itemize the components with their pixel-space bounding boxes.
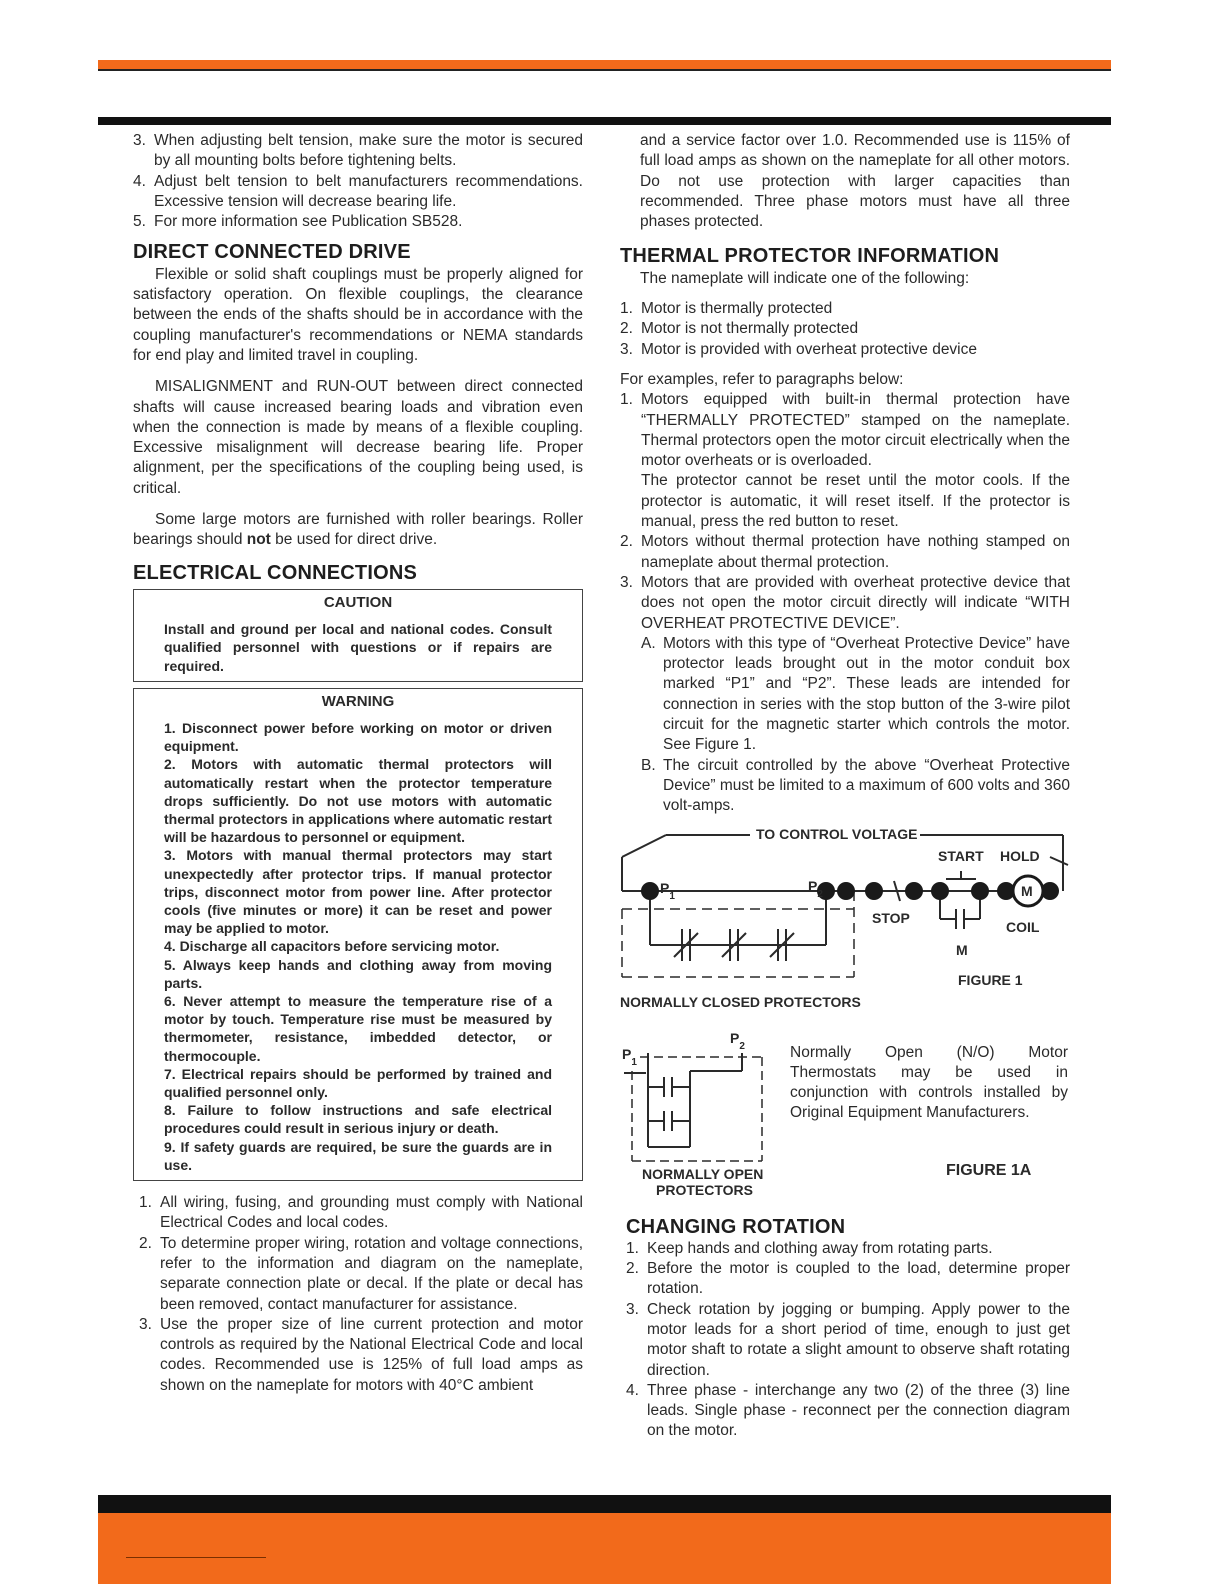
list-item: 3. Motors that are provided with overheat protective device that does not open the motor circuit directly will indicate “WITH OVERHEAT PROTECTIVE DEVICE”. A. Motors with this type of “Overheat Protective Device” have protector leads brought out in the motor conduit box marked “P1” and “P2”. These leads are intended for connection in series with the stop button of the 3-wire pilot circuit for the magnetic starter which controls the motor. See Figure 1. B. The circuit controlled by the above “Overheat Protective Device” must be limited to a maximum of 600 volts and 360 volt-amps. [620,573,1070,817]
warning-item: 3. Motors with manual thermal protectors may start unexpectedly after protector trips. If manual protector trips, disconnect motor from power line. After protector cools (five minutes or more) it can be reset and power may be applied to motor. [164,847,552,937]
list-item: 3. When adjusting belt tension, make sure the motor is secured by all mounting bolts before tightening belts. [133,132,583,170]
hold-arrow [1050,857,1068,865]
warning-item: 4. Discharge all capacitors before servicing motor. [164,938,500,955]
rotation-heading: CHANGING ROTATION [626,1215,846,1238]
list-item: 1. All wiring, fusing, and grounding must comply with National Electrical Codes and local codes. [139,1194,583,1232]
right-column [620,131,1070,1442]
terminal [971,882,989,900]
list-item: 4. Three phase - interchange any two (2) of the three (3) line leads. Single phase - reconnect per the connection diagram on the motor. [626,1381,1070,1440]
label-coil: COIL [1006,918,1040,935]
figure-1-diagram [620,821,1070,1017]
warning-title: WARNING [321,692,395,710]
thermal-intro: The nameplate will indicate one of the following: [640,269,970,287]
figure-1 [620,821,1070,1017]
label-coil-m: M [1021,882,1033,899]
label-nc-protectors: NORMALLY CLOSED PROTECTORS [620,993,861,1010]
label-no-protectors-1: NORMALLY OPEN [642,1165,764,1182]
direct-drive-paragraph-1: Flexible or solid shaft couplings must be properly aligned for satisfactory operation. On flexible couplings, the clearance between the ends of the shafts should be in accordance with the coupling manufacturer's recommendations or NEMA standards for end play and limited travel in coupling. [133,265,583,364]
label-p1: $P_1$ [660,879,675,902]
left-column [133,131,583,1396]
direct-drive-heading: DIRECT CONNECTED DRIVE [133,241,411,264]
examples-list [620,390,1070,816]
warning-item: 5. Always keep hands and clothing away from moving parts. [164,956,552,991]
connection-list [139,1193,583,1396]
rotation-list [626,1239,1070,1442]
header-orange-bar [98,60,1111,69]
switch-arm [622,835,666,857]
no-thermostat-text: Normally Open (N/O) Motor Thermostats may be used in conjunction with controls installed by Original Equipment Manufacturers. [790,1043,1068,1122]
label-p1a: $P_1$ [622,1045,637,1068]
figure-1a [620,1031,1070,1199]
warning-item: 7. Electrical repairs should be performed by trained and qualified personnel only. [164,1065,552,1101]
terminal [865,882,883,900]
label-p2: $P_2$ [808,877,823,900]
thermal-heading: THERMAL PROTECTOR INFORMATION [620,245,1000,268]
label-to-control: TO CONTROL VOLTAGE [756,825,918,842]
list-item: 4. Adjust belt tension to belt manufacturers recommendations. Excessive tension will decrease bearing life. [133,172,583,210]
label-stop: STOP [872,909,910,926]
list-item: 1. Motors equipped with built-in thermal protection have “THERMALLY PROTECTED” stamped on the nameplate. Thermal protectors open the motor circuit electrically when the motor overheats or is overloaded. The protector cannot be reset until the motor cools. If the protector is automatic, it will reset itself. If the protector is manual, press the red button to reset. [620,391,1070,531]
footer-orange-bar [98,1513,1111,1584]
warning-item: 9. If safety guards are required, be sure the guards are in use. [164,1138,552,1173]
thermal-list [620,299,1070,360]
caution-box [133,589,583,682]
label-p2a: $P_2$ [730,1030,745,1052]
examples-intro: For examples, refer to paragraphs below: [620,370,904,388]
footer-rule [126,1557,266,1558]
list-item: 5. For more information see Publication SB528. [133,213,463,231]
list-item: 1. Keep hands and clothing away from rotating parts. [626,1239,993,1257]
belt-list [133,131,583,232]
figure-1a-caption: FIGURE 1A [946,1161,1032,1179]
caution-title: CAUTION [323,593,393,611]
continued-paragraph: and a service factor over 1.0. Recommended use is 115% of full load amps as shown on the nameplate for all other motors. Do not use protection with larger capacities than recommended. Three phase motors must have all three phases protected. [640,132,1070,231]
terminal-p1 [641,882,659,900]
list-item: 2. Motors without thermal protection have nothing stamped on nameplate about thermal protection. [620,533,1070,571]
list-item: 2. Before the motor is coupled to the load, determine proper rotation. [626,1260,1070,1298]
warning-item: 6. Never attempt to measure the temperature rise of a motor by touch. Temperature rise must be measured by thermometer, resistance, imbedded detector, or thermocouple. [164,993,552,1064]
list-item: 2. Motor is not thermally protected [620,320,859,338]
footer-black-bar [98,1495,1111,1513]
warning-box [133,688,583,1181]
list-item: 3. Use the proper size of line current protection and motor controls as required by the National Electrical Code and local codes. Recommended use is 125% of full load amps as shown on the nameplate for motors with 40°C ambient [139,1315,583,1394]
label-no-protectors-2: PROTECTORS [656,1181,753,1198]
header-black-bar [98,117,1111,125]
list-item: 3. Motor is provided with overheat protective device [620,340,977,358]
figure-1a-diagram [620,1031,790,1199]
list-item: 1. Motor is thermally protected [620,300,833,318]
warning-item: 2. Motors with automatic thermal protectors will automatically restart when the protector temperature drops sufficiently. Do not use motors with automatic thermal protectors in applications where automatic restart will be hazardous to personnel or equipment. [164,756,552,846]
list-item: B. The circuit controlled by the above “Overheat Protective Device” must be limited to a maximum of 600 volts and 360 volt-amps. [641,756,1070,815]
list-item: A. Motors with this type of “Overheat Protective Device” have protector leads brought out in the motor conduit box marked “P1” and “P2”. These leads are intended for connection in series with the stop button of the 3-wire pilot circuit for the magnetic starter which controls the motor. See Figure 1. [641,634,1070,754]
terminal [837,882,855,900]
warning-item: 1. Disconnect power before working on motor or driven equipment. [164,719,552,755]
list-item: 3. Check rotation by jogging or bumping. Apply power to the motor leads for a short period of time, enough to just get motor shaft to rotate a slight amount to observe shaft rotating direction. [626,1300,1070,1379]
electrical-heading: ELECTRICAL CONNECTIONS [133,561,418,584]
terminal [905,882,923,900]
direct-drive-paragraph-2: MISALIGNMENT and RUN-OUT between direct connected shafts will cause increased bearing loads and vibration even when the connection is made by means of a flexible coupling. Excessive misalignment will decrease bearing life. Proper alignment, per the specifications of the coupling being used, is critical. [133,378,583,497]
label-m-contact: M [956,941,968,958]
list-item: 2. To determine proper wiring, rotation and voltage connections, refer to the information and diagram on the nameplate, separate connection plate or decal. If the plate or decal has been removed, contact manufacturer for assistance. [139,1234,583,1313]
warning-item: 8. Failure to follow instructions and safe electrical procedures could result in serious injury or death. [164,1102,552,1137]
header-rule [98,69,1111,71]
label-hold: HOLD [1000,847,1040,864]
sub-list [641,634,1070,817]
terminal [931,882,949,900]
figure-1-caption: FIGURE 1 [958,971,1023,988]
caution-text: Install and ground per local and national codes. Consult qualified personnel with questions or if repairs are required. [164,621,552,674]
label-start: START [938,847,984,864]
direct-drive-paragraph-3: Some large motors are furnished with roller bearings. Roller bearings should not be used for direct drive. [133,511,583,549]
